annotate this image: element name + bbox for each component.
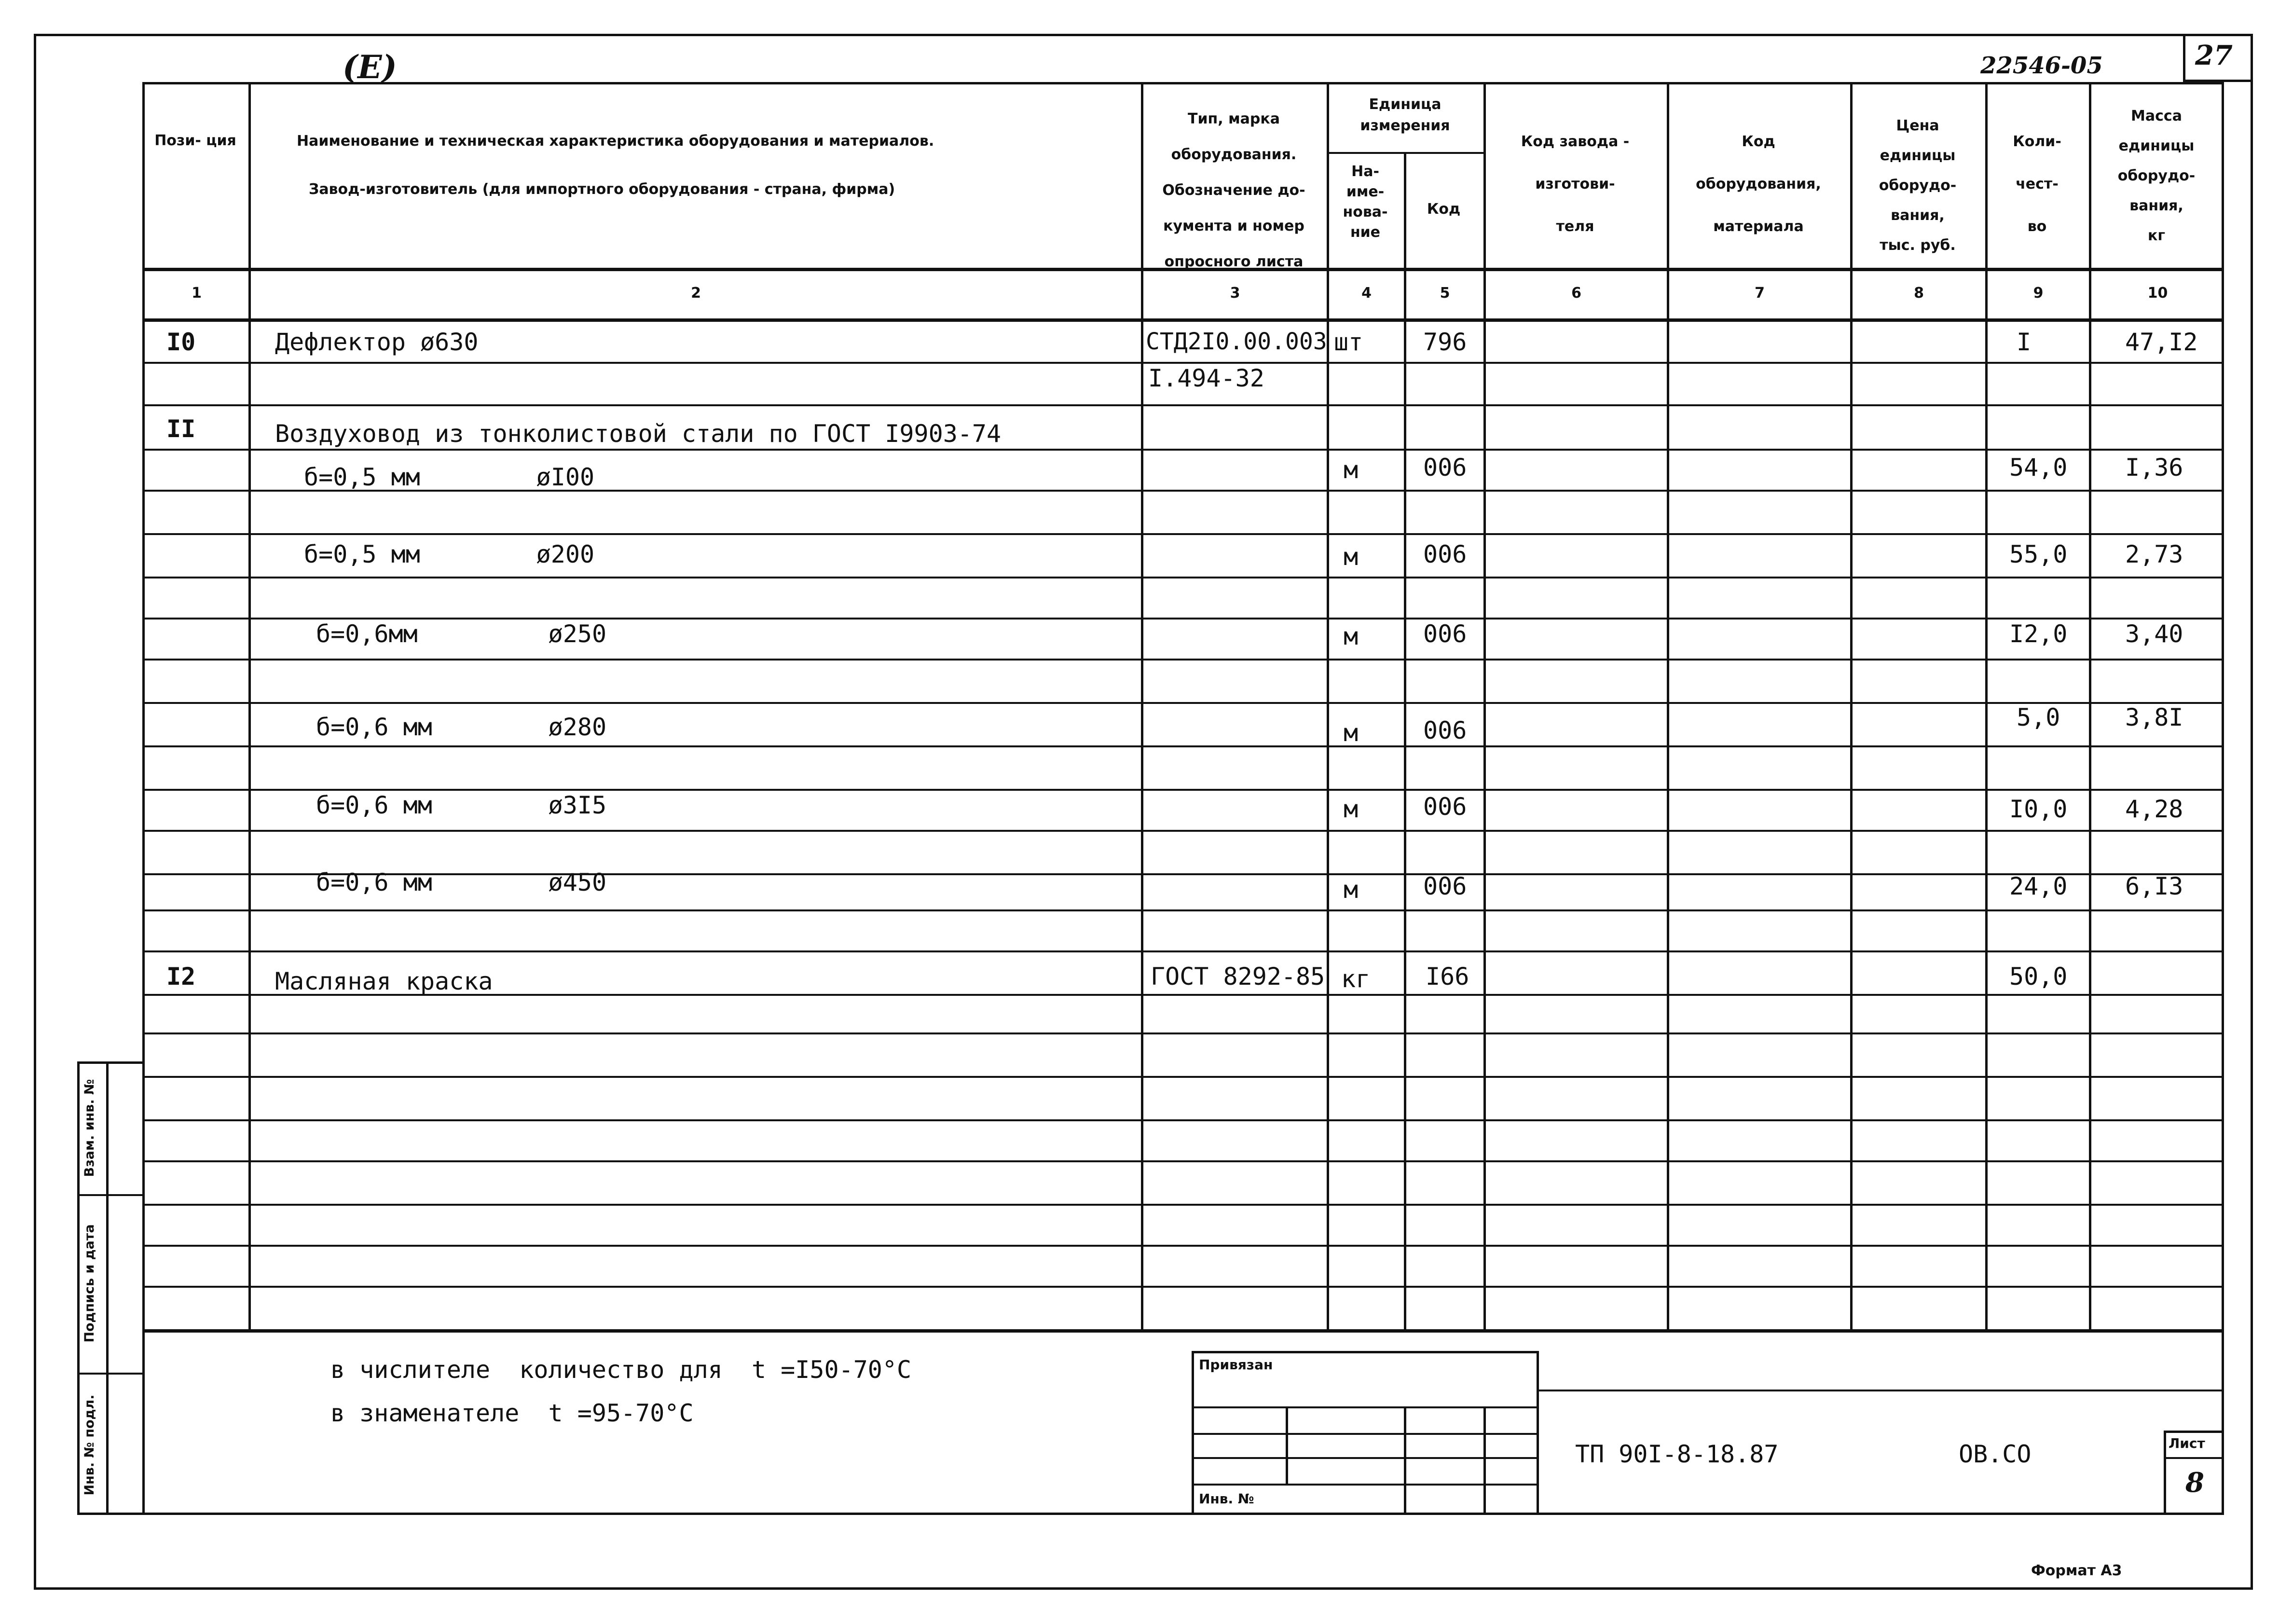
row-line	[142, 1245, 2224, 1247]
row-line	[142, 404, 2224, 406]
row-name: б=0,6 мм ø450	[316, 868, 607, 896]
row-line	[142, 745, 2224, 747]
row-mass: 3,8I	[2125, 703, 2183, 731]
col8-title: Цена единицы оборудо- вания, тыс. руб.	[1879, 117, 1957, 254]
col-number-8: 8	[1914, 285, 1924, 302]
row-mass: 2,73	[2125, 540, 2183, 568]
side-inv-podl: Инв. № подл.	[82, 1394, 97, 1496]
row-line	[142, 1160, 2224, 1162]
handwritten-mark: (Е)	[343, 48, 397, 86]
row-line	[142, 950, 2224, 952]
row-name: б=0,6 мм ø280	[316, 713, 607, 741]
row-name: Воздуховод из тонколистовой стали по ГОСТ I9903-74	[275, 420, 1002, 448]
row-qty: 5,0	[2017, 703, 2060, 731]
row-line	[142, 1119, 2224, 1121]
col-number-2: 2	[691, 285, 701, 302]
row-unit: м	[1344, 719, 1359, 747]
sheet-box-line	[2164, 1457, 2224, 1459]
row-mass: 6,I3	[2125, 872, 2183, 900]
row-mass: 47,I2	[2125, 328, 2198, 356]
row-unit: м	[1344, 876, 1359, 904]
col-number-6: 6	[1571, 285, 1581, 302]
title-block-line	[1539, 1390, 2224, 1391]
doc-mark: ОВ.СО	[1959, 1440, 2032, 1468]
stamp-line	[1192, 1406, 1539, 1408]
col-number-1: 1	[192, 285, 202, 302]
row-line	[142, 1032, 2224, 1034]
row-line	[142, 1204, 2224, 1206]
format-label: Формат А3	[2031, 1562, 2122, 1579]
row-code: 006	[1423, 620, 1467, 648]
col-line-4	[1404, 152, 1406, 1332]
row-type: ГОСТ 8292-85	[1151, 963, 1325, 991]
stamp-vline	[1483, 1406, 1486, 1515]
row-line	[142, 533, 2224, 535]
row-name: б=0,6мм ø250	[316, 620, 607, 648]
row-name: Масляная краска	[275, 967, 493, 995]
stamp-line	[1192, 1433, 1539, 1435]
row-line	[142, 909, 2224, 911]
col1-title: Пози- ция	[154, 132, 236, 149]
col-number-3: 3	[1230, 285, 1240, 302]
row-type: СТД2I0.00.003	[1146, 328, 1327, 355]
row-line	[142, 830, 2224, 832]
row-qty: I2,0	[2009, 620, 2068, 648]
sheet-number-top: 27	[2195, 40, 2233, 71]
sheet-label: Лист	[2169, 1435, 2205, 1451]
row-code: 006	[1423, 716, 1467, 744]
col-number-9: 9	[2033, 285, 2044, 302]
sheet-value: 8	[2185, 1467, 2204, 1499]
row-line	[142, 1076, 2224, 1078]
row-unit: м	[1344, 622, 1359, 650]
col4-title: На- име- нова- ние	[1343, 163, 1388, 241]
row-name: б=0,5 мм ø200	[304, 540, 595, 568]
row-code: 006	[1423, 454, 1467, 482]
row-unit: м	[1344, 543, 1359, 571]
row-qty: I	[2017, 328, 2032, 356]
numbers-bottom-line	[142, 318, 2224, 322]
row-pos: I2	[166, 963, 196, 991]
doc-title: ТП 90I-8-18.87	[1575, 1440, 1779, 1468]
stamp-inv-label: Инв. №	[1199, 1491, 1254, 1507]
row-mass: I,36	[2125, 454, 2183, 482]
row-code: I66	[1426, 963, 1469, 991]
side-vzam: Взам. инв. №	[82, 1079, 97, 1177]
note-line-1: в числителе количество для t =I50-70°С	[330, 1356, 912, 1384]
row-qty: I0,0	[2009, 795, 2068, 823]
row-qty: 24,0	[2009, 872, 2068, 900]
row-line	[142, 618, 2224, 619]
stamp-tied-label: Привязан	[1199, 1357, 1273, 1373]
stamp-vline	[1404, 1406, 1406, 1515]
row-pos: I0	[166, 328, 196, 356]
stamp-vline	[1286, 1406, 1288, 1484]
row-line	[142, 1286, 2224, 1288]
col5-title: Код	[1427, 201, 1461, 218]
col7-title: Код оборудования, материала	[1696, 133, 1821, 235]
row-mass: 4,28	[2125, 795, 2183, 823]
row-line	[142, 659, 2224, 661]
side-strip-divider	[106, 1061, 109, 1515]
doc-code: 22546-05	[1980, 52, 2103, 79]
row-code: 006	[1423, 540, 1467, 568]
row-qty: 55,0	[2009, 540, 2068, 568]
row-line	[142, 702, 2224, 704]
col2-line2: Завод-изготовитель (для импортного оборудования - страна, фирма)	[309, 181, 895, 198]
row-unit: м	[1344, 795, 1359, 823]
row-qty: 50,0	[2009, 963, 2068, 991]
row-name: Дефлектор ø630	[275, 328, 479, 356]
row-line	[142, 449, 2224, 451]
row-mass: 3,40	[2125, 620, 2183, 648]
col10-title: Масса единицы оборудо- вания, кг	[2117, 108, 2196, 244]
stamp-line	[1192, 1457, 1539, 1459]
table-bottom-line	[142, 1329, 2224, 1333]
row-code: 006	[1423, 872, 1467, 900]
row-code: 796	[1423, 328, 1467, 356]
row-name: б=0,6 мм ø3I5	[316, 791, 607, 819]
col6-title: Код завода - изготови- теля	[1521, 133, 1630, 235]
col9-title: Коли- чест- во	[2013, 133, 2061, 235]
row-qty: 54,0	[2009, 454, 2068, 482]
row-line	[142, 577, 2224, 578]
row-type: I.494-32	[1148, 364, 1264, 392]
col45-title: Единица измерения	[1360, 96, 1450, 134]
col2-line1: Наименование и техническая характеристика оборудования и материалов.	[297, 133, 934, 150]
col-number-10: 10	[2147, 285, 2168, 302]
col-number-7: 7	[1755, 285, 1765, 302]
unit-subheader-line	[1327, 152, 1483, 154]
row-unit: м	[1344, 456, 1359, 484]
row-line	[142, 362, 2224, 364]
stamp-line	[1192, 1484, 1539, 1486]
row-name: б=0,5 мм øI00	[304, 463, 595, 491]
col-number-4: 4	[1361, 285, 1372, 302]
note-line-2: в знаменателе t =95-70°С	[330, 1399, 694, 1427]
side-signature: Подпись и дата	[82, 1224, 97, 1343]
row-unit: кг	[1341, 965, 1371, 993]
row-line	[142, 789, 2224, 791]
row-pos: II	[166, 415, 196, 443]
row-code: 006	[1423, 793, 1467, 821]
col3-title: Тип, марка оборудования. Обозначение до- кумента и номер опросного листа	[1162, 110, 1305, 270]
col-number-5: 5	[1440, 285, 1450, 302]
row-unit: шт	[1334, 328, 1363, 356]
